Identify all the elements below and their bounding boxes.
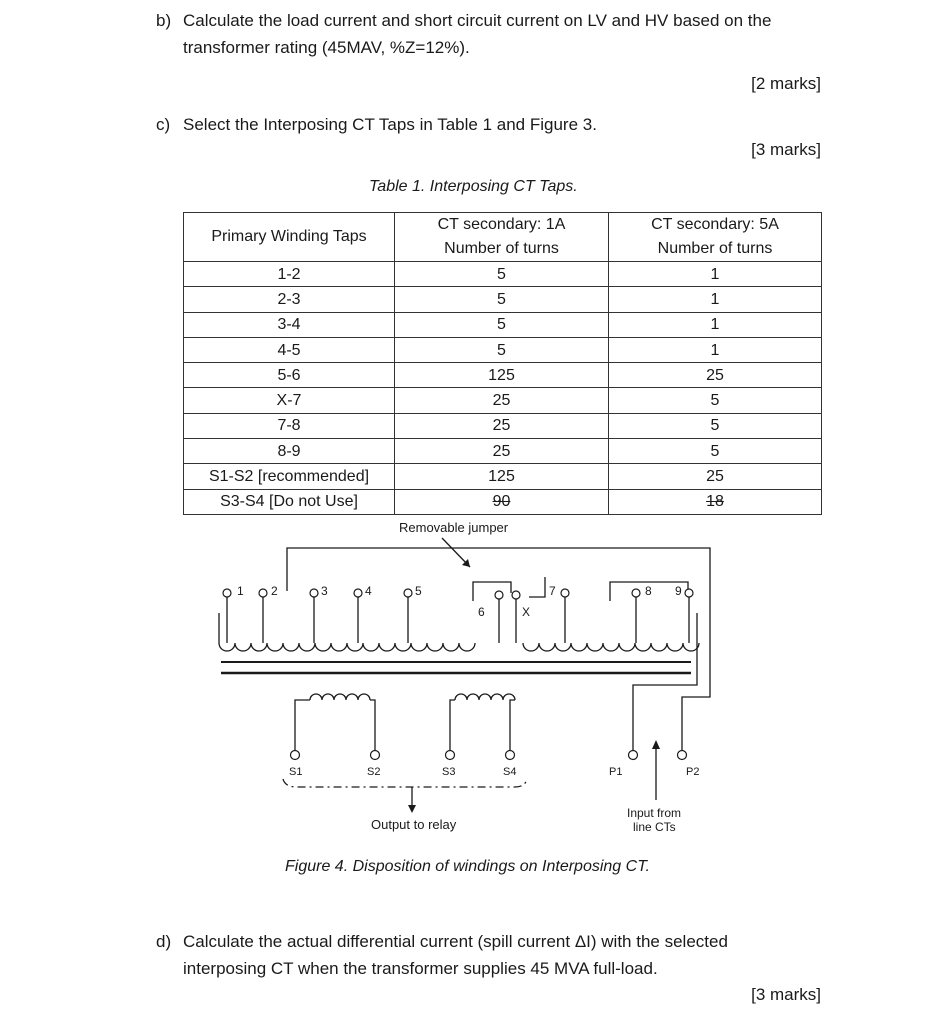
question-c-label: c) — [156, 115, 171, 134]
turns-5a-cell: 1 — [609, 287, 822, 312]
tap-label-2: 2 — [271, 584, 278, 598]
tap-label-5: 5 — [415, 584, 422, 598]
header-ct-secondary-1a: CT secondary: 1A — [395, 213, 609, 238]
turns-1a-cell: 90 — [395, 489, 609, 514]
tap-cell: 2-3 — [184, 287, 395, 312]
table-row — [184, 262, 822, 287]
question-b-label: b) — [156, 11, 172, 30]
terminal-p2-label: P2 — [686, 766, 700, 778]
tap-cell: X-7 — [184, 388, 395, 413]
tap-cell: S1-S2 [recommended] — [184, 464, 395, 489]
tap-cell: 5-6 — [184, 363, 395, 388]
turns-5a-cell: 1 — [609, 262, 822, 287]
table-row — [184, 489, 822, 514]
tap-cell: S3-S4 [Do not Use] — [184, 489, 395, 514]
table-row — [184, 388, 822, 413]
question-c-marks: [3 marks] — [751, 140, 821, 159]
table-row — [184, 439, 822, 464]
terminal-s3-label: S3 — [442, 766, 456, 778]
turns-5a-cell: 25 — [609, 363, 822, 388]
tap-label-1: 1 — [237, 584, 244, 598]
tap-cell: 1-2 — [184, 262, 395, 287]
removable-jumper-label: Removable jumper — [399, 520, 509, 535]
tap-cell: 8-9 — [184, 439, 395, 464]
header-number-of-turns-5a: Number of turns — [609, 237, 822, 262]
input-from-label: Input from — [627, 806, 682, 820]
turns-1a-cell: 125 — [395, 464, 609, 489]
terminal-s4-label: S4 — [503, 766, 517, 778]
question-c-line1: Select the Interposing CT Taps in Table 1 and Figure 3. — [183, 115, 597, 134]
table-row — [184, 312, 822, 337]
tap-label-9: 9 — [675, 584, 682, 598]
turns-1a-cell: 5 — [395, 287, 609, 312]
question-d-label: d) — [156, 932, 172, 951]
table-caption: Table 1. Interposing CT Taps. — [369, 178, 578, 195]
turns-1a-cell: 25 — [395, 388, 609, 413]
turns-1a-cell: 25 — [395, 439, 609, 464]
turns-5a-cell: 25 — [609, 464, 822, 489]
turns-5a-cell: 5 — [609, 388, 822, 413]
tap-label-7: 7 — [549, 584, 556, 598]
tap-cell: 4-5 — [184, 337, 395, 362]
question-b-line1: Calculate the load current and short circuit current on LV and HV based on the — [183, 11, 772, 30]
interposing-ct-taps-table — [183, 212, 822, 515]
turns-5a-cell: 18 — [609, 489, 822, 514]
turns-1a-cell: 125 — [395, 363, 609, 388]
terminal-p1-label: P1 — [609, 766, 623, 778]
tap-cell: 3-4 — [184, 312, 395, 337]
table-row — [184, 413, 822, 438]
table-row — [184, 337, 822, 362]
tap-label-3: 3 — [321, 584, 328, 598]
turns-5a-cell: 1 — [609, 337, 822, 362]
terminal-s1-label: S1 — [289, 766, 303, 778]
header-primary-winding-taps: Primary Winding Taps — [184, 213, 395, 262]
question-d-line1: Calculate the actual differential current (spill current ΔI) with the selected — [183, 932, 728, 951]
turns-5a-cell: 5 — [609, 439, 822, 464]
table-row — [184, 464, 822, 489]
table-row — [184, 363, 822, 388]
tap-label-8: 8 — [645, 584, 652, 598]
question-b-marks: [2 marks] — [751, 74, 821, 93]
line-cts-label: line CTs — [633, 820, 676, 834]
figure-caption: Figure 4. Disposition of windings on Interposing CT. — [285, 858, 650, 875]
terminal-s2-label: S2 — [367, 766, 381, 778]
question-d-line2: interposing CT when the transformer supplies 45 MVA full-load. — [183, 959, 658, 978]
question-d-marks: [3 marks] — [751, 985, 821, 1004]
header-number-of-turns-1a: Number of turns — [395, 237, 609, 262]
turns-5a-cell: 1 — [609, 312, 822, 337]
turns-1a-cell: 5 — [395, 337, 609, 362]
tap-cell: 7-8 — [184, 413, 395, 438]
turns-5a-cell: 5 — [609, 413, 822, 438]
table-row — [184, 287, 822, 312]
header-ct-secondary-5a: CT secondary: 5A — [609, 213, 822, 238]
tap-label-6: 6 — [478, 605, 485, 619]
interposing-ct-diagram — [205, 515, 725, 845]
tap-label-4: 4 — [365, 584, 372, 598]
output-to-relay-label: Output to relay — [371, 817, 457, 832]
turns-1a-cell: 25 — [395, 413, 609, 438]
question-b-line2: transformer rating (45MAV, %Z=12%). — [183, 38, 470, 57]
turns-1a-cell: 5 — [395, 312, 609, 337]
turns-1a-cell: 5 — [395, 262, 609, 287]
tap-label-x: X — [522, 605, 531, 619]
